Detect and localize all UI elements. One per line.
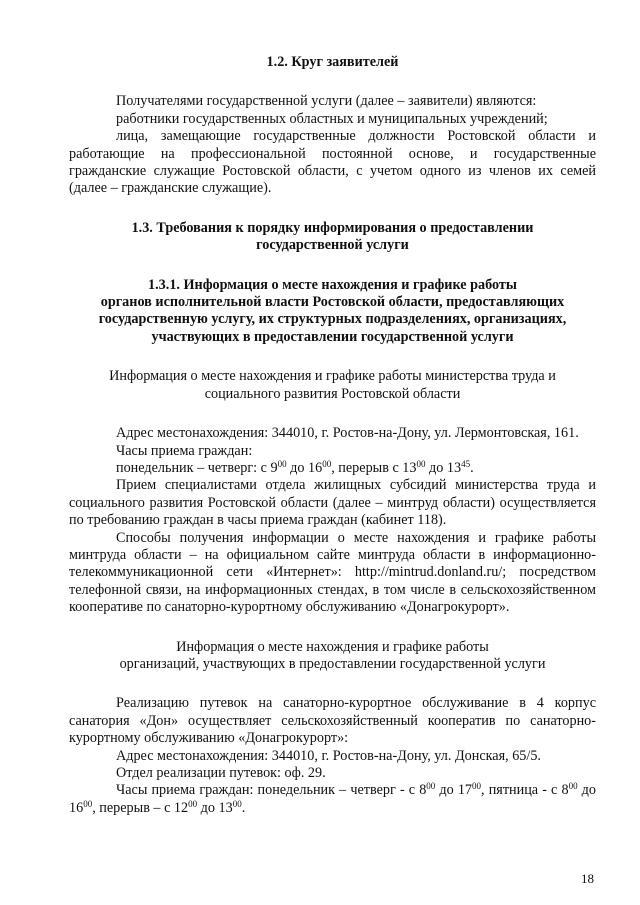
- organizations-hours: Часы приема граждан: понедельник – четверг - с $8^{00}$ до $17^{00}$, пятница - с $8^{00}$ до $16^{00}$, перерыв – с $12^{00}$ до $13^{00}$.: [69, 781, 596, 816]
- section-1-3-title-line2: государственной услуги: [256, 237, 409, 254]
- page-number: 18: [581, 871, 594, 886]
- organizations-office: Отдел реализации путевок: оф. 29.: [116, 765, 326, 781]
- ministry-subtitle-line1: Информация о месте нахождения и графике работы министерства труда и: [109, 368, 556, 385]
- document-page: [69, 54, 596, 817]
- organizations-subtitle-line2: организаций, участвующих в предоставлении государственной услуги: [119, 655, 546, 672]
- section-1-3-1-title-line1: 1.3.1. Информация о месте нахождения и графике работы: [148, 276, 517, 293]
- organizations-sales: Реализацию путевок на санаторно-курортное обслуживание в 4 корпус санатория «Дон» осуществляет сельскохозяйственный кооператив по санаторно-курортному обслуживанию «Донагрокурорт»:: [69, 695, 596, 747]
- section-1-3-1-title-line2: органов исполнительной власти Ростовской области, предоставляющих: [100, 294, 565, 311]
- ministry-address: Адрес местонахождения: 344010, г. Ростов-на-Дону, ул. Лермонтовская, 161.: [116, 425, 579, 442]
- paragraph-workers: работники государственных областных и муниципальных учреждений;: [116, 110, 548, 127]
- ministry-info-ways: Способы получения информации о месте нахождения и графике работы минтруда области – на официальном сайте минтруда области в информационно-телекоммуникационной сети «Интернет»: http://mintrud.donland.ru/; посредством телефонной связи, на информационных стендах, в том числе в сельскохозяйственном кооперативе по санаторно-курортному обслуживанию «Донагрокурорт».: [69, 529, 596, 616]
- section-1-3-1-title-line3: государственную услугу, их структурных подразделениях, организациях,: [98, 311, 567, 328]
- ministry-hours: понедельник – четверг: с $9^{00}$ до $16^{00}$, перерыв с $13^{00}$ до $13^{45}$.: [116, 458, 474, 476]
- ministry-hours-label: Часы приема граждан:: [116, 442, 253, 459]
- ministry-subtitle-line2: социального развития Ростовской области: [204, 385, 461, 402]
- organizations-address: Адрес местонахождения: 344010, г. Ростов-на-Дону, ул. Донская, 65/5.: [116, 747, 541, 764]
- section-1-2-title: 1.2. Круг заявителей: [266, 54, 399, 70]
- paragraph-applicants-intro: Получателями государственной услуги (далее – заявители) являются:: [116, 93, 537, 110]
- section-1-3-title-line1: 1.3. Требования к порядку информирования о предоставлении: [131, 219, 534, 236]
- organizations-subtitle-line1: Информация о месте нахождения и графике работы: [176, 638, 489, 655]
- section-1-3-1-title-line4: участвующих в предоставлении государственной услуги: [151, 328, 514, 345]
- paragraph-officials: лица, замещающие государственные должности Ростовской области и работающие на профессиональной постоянной основе, и государственные гражданские служащие Ростовской области, с учетом одного из членов их семей (далее – гражданские служащие).: [69, 128, 596, 197]
- ministry-reception: Прием специалистами отдела жилищных субсидий министерства труда и социального развития Ростовской области (далее – минтруд области) осуществляется по требованию граждан в часы приема граждан (кабинет 118).: [69, 477, 596, 529]
